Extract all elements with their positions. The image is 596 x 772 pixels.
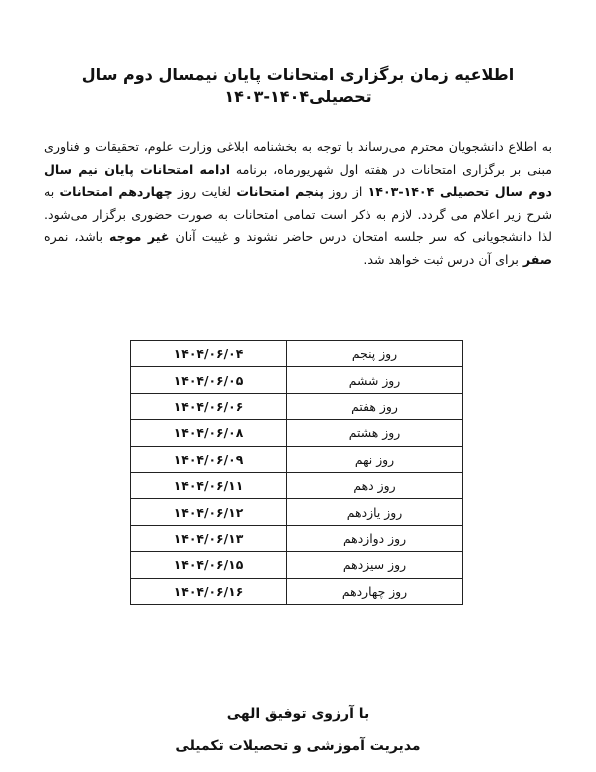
exam-date-cell: ۱۴۰۴/۰۶/۱۲ — [131, 499, 287, 525]
body-emphasis-2: پنجم امتحانات — [236, 184, 324, 200]
exam-day-cell: روز چهاردهم — [287, 578, 463, 604]
body-emphasis-5: صفر — [522, 251, 552, 267]
table-row — [131, 367, 463, 393]
table-row — [131, 393, 463, 419]
body-text-2: از روز — [324, 184, 368, 200]
exam-day-cell: روز پنجم — [287, 341, 463, 367]
body-emphasis-4: غیر موجه — [109, 229, 170, 245]
exam-day-cell: روز دهم — [287, 472, 463, 498]
exam-day-cell: روز دوازدهم — [287, 525, 463, 551]
body-text-3: لغایت روز — [172, 184, 237, 200]
table-row — [131, 446, 463, 472]
exam-date-cell: ۱۴۰۴/۰۶/۱۳ — [131, 525, 287, 551]
exam-day-cell: روز نهم — [287, 446, 463, 472]
exam-date-cell: ۱۴۰۴/۰۶/۱۶ — [131, 578, 287, 604]
exam-date-cell: ۱۴۰۴/۰۶/۰۸ — [131, 420, 287, 446]
table-row — [131, 341, 463, 367]
body-text-5: باشد، نمره — [44, 229, 110, 245]
body-emphasis-3: چهاردهم امتحانات — [59, 184, 173, 200]
table-row — [131, 525, 463, 551]
table-row — [131, 578, 463, 604]
exam-day-cell: روز سیزدهم — [287, 552, 463, 578]
exam-date-cell: ۱۴۰۴/۰۶/۱۱ — [131, 472, 287, 498]
exam-date-cell: ۱۴۰۴/۰۶/۰۹ — [131, 446, 287, 472]
exam-day-cell: روز هشتم — [287, 420, 463, 446]
exam-date-cell: ۱۴۰۴/۰۶/۰۴ — [131, 341, 287, 367]
body-text-6: برای آن درس ثبت خواهد شد. — [363, 251, 523, 267]
document-title: اطلاعیه زمان برگزاری امتحانات پایان نیمسال دوم سال تحصیلی۱۴۰۴-۱۴۰۳ — [81, 65, 515, 106]
closing-wish: با آرزوی توفیق الهی — [226, 706, 370, 722]
body-text-4: به شرح زیر اعلام می گردد. لازم به ذکر است تمامی امتحانات به صورت حضوری برگزار می‌شود. لذا دانشجویانی که سر جلسه امتحان درس حاضر نشوند و غیبت آنان — [44, 184, 552, 245]
exam-day-cell: روز ششم — [287, 367, 463, 393]
closing-signature: مدیریت آموزشی و تحصیلات تکمیلی — [175, 738, 421, 754]
table-row — [131, 499, 463, 525]
exam-date-cell: ۱۴۰۴/۰۶/۰۵ — [131, 367, 287, 393]
announcement-body — [44, 136, 552, 272]
exam-day-cell: روز یازدهم — [287, 499, 463, 525]
table-row — [131, 472, 463, 498]
exam-day-cell: روز هفتم — [287, 393, 463, 419]
exam-date-cell: ۱۴۰۴/۰۶/۰۶ — [131, 393, 287, 419]
table-row — [131, 552, 463, 578]
body-emphasis-1: ادامه امتحانات پایان نیم سال دوم سال تحصیلی ۱۴۰۴-۱۴۰۳ — [44, 161, 552, 200]
body-text-1: به اطلاع دانشجویان محترم می‌رساند با توجه به بخشنامه ابلاغی وزارت علوم، تحقیقات و فناوری مبنی بر برگزاری امتحانات در هفته اول شهریورماه، برنامه — [44, 139, 552, 177]
table-row — [131, 420, 463, 446]
exam-schedule-table — [130, 340, 463, 605]
exam-date-cell: ۱۴۰۴/۰۶/۱۵ — [131, 552, 287, 578]
